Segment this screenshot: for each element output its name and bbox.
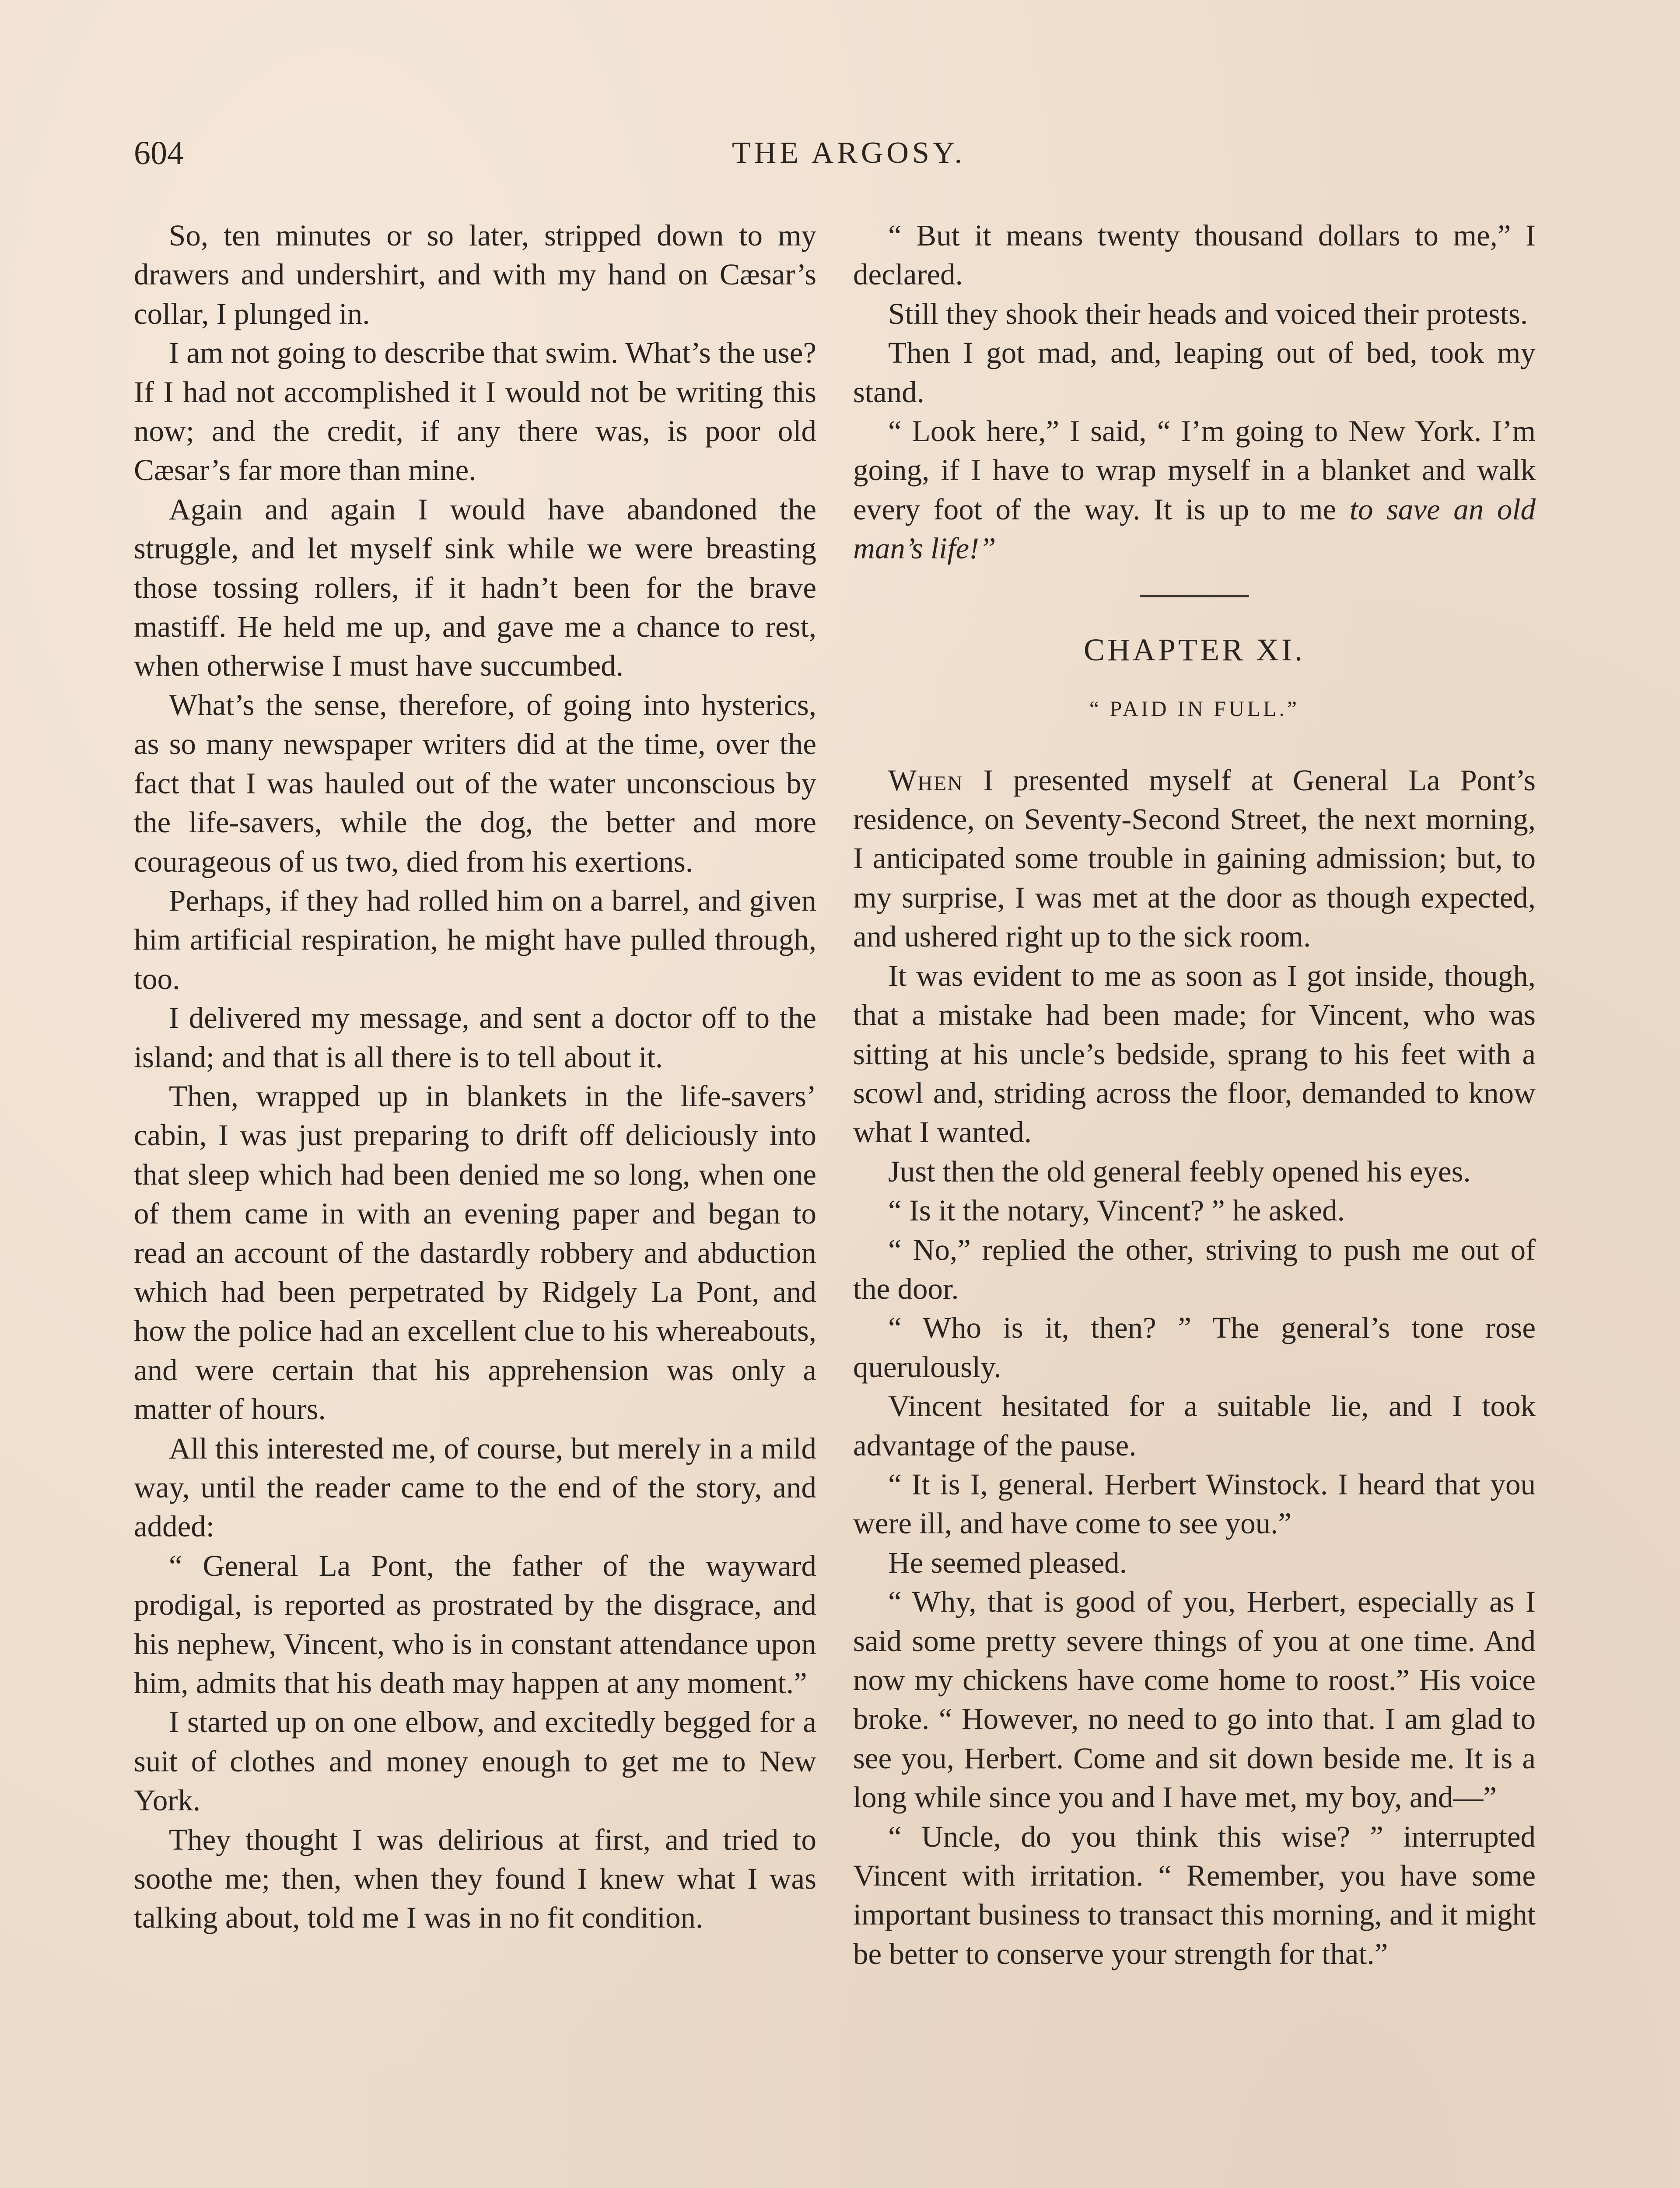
- paragraph: So, ten minutes or so later, stripped down to my drawers and undershirt, and with my hand on Cæsar’s collar, I plunged in.: [134, 219, 816, 330]
- paragraph: I delivered my message, and sent a doctor off to the island; and that is all there is to tell about it.: [134, 1001, 816, 1074]
- right-column: [853, 216, 1536, 1974]
- paragraph: Then I got mad, and, leaping out of bed, took my stand.: [853, 336, 1536, 409]
- left-column: [134, 216, 816, 1938]
- paragraph: I am not going to describe that swim. What’s the use? If I had not accomplished it I would not be writing this now; and the credit, if any there was, is poor old Cæsar’s far more than mine.: [134, 336, 816, 487]
- paragraph: “ Is it the notary, Vincent? ” he asked.: [888, 1194, 1345, 1227]
- paragraph: Vincent hesitated for a suitable lie, and I took advantage of the pause.: [853, 1389, 1536, 1462]
- paragraph-with-italic-ending: [853, 412, 1536, 568]
- paragraph: I started up on one elbow, and excitedly begged for a suit of clothes and money enough to get me to New York.: [134, 1705, 816, 1817]
- italic-emphasis: to save an old man’s life!”: [853, 492, 1536, 565]
- opening-text: I presented myself at General La Pont’s residence, on Seventy-Second Street, the next morning, I anticipated some trouble in gaining admission; but, to my surprise, I was met at the door as though expected, and ushered right up to the sick room.: [853, 763, 1536, 954]
- paragraph: Just then the old general feebly opened his eyes.: [888, 1154, 1471, 1188]
- paragraph: “ But it means twenty thousand dollars to me,” I declared.: [853, 219, 1536, 291]
- paragraph: “ Who is it, then? ” The general’s tone rose querulously.: [853, 1311, 1536, 1384]
- page-header: [0, 129, 1680, 177]
- paragraph: They thought I was delirious at first, and tried to soothe me; then, when they found I knew what I was talking about, told me I was in no fit condition.: [134, 1823, 816, 1935]
- paragraph: Still they shook their heads and voiced their protests.: [888, 297, 1528, 330]
- paragraph: Then, wrapped up in blankets in the life-savers’ cabin, I was just preparing to drift off deliciously into that sleep which had been denied me so long, when one of them came in with an evening paper and began to read an account of the dastardly robbery and abduction which had been perpetrated by Ridgely La Pont, and how the police had an excellent clue to his whereabouts, and were certain that his apprehension was only a matter of hours.: [134, 1079, 816, 1426]
- quote-text: “ Look here,” I said, “ I’m going to New York. I’m going, if I have to wrap myself in a blanket and walk every foot of the way. It is up to me: [853, 414, 1536, 526]
- running-head: THE ARGOSY.: [732, 136, 966, 170]
- paragraph: It was evident to me as soon as I got inside, though, that a mistake had been made; for Vincent, who was sitting at his uncle’s bedside, sprang to his feet with a scowl and, striding across the floor, demanded to know what I wanted.: [853, 959, 1536, 1149]
- chapter-subtitle: “ PAID IN FULL.”: [1089, 696, 1300, 721]
- paragraph: “ Why, that is good of you, Herbert, especially as I said some pretty severe things of you at one time. And now my chickens have come home to roost.” His voice broke. “ However, no need to go into that. I am glad to see you, Herbert. Come and sit down beside me. It is a long while since you and I have met, my boy, and—”: [853, 1585, 1536, 1814]
- paragraph: Again and again I would have abandoned the struggle, and let myself sink while we were breasting those tossing rollers, if it hadn’t been for the brave mastiff. He held me up, and gave me a chance to rest, when otherwise I must have succumbed.: [134, 492, 816, 683]
- paragraph: All this interested me, of course, but merely in a mild way, until the reader came to the end of the story, and added:: [134, 1431, 816, 1543]
- paragraph: “ It is I, general. Herbert Winstock. I heard that you were ill, and have come to see you.”: [853, 1467, 1536, 1540]
- chapter-title: CHAPTER XI.: [1083, 632, 1305, 667]
- paragraph: He seemed pleased.: [888, 1546, 1127, 1579]
- page-number: 604: [134, 135, 184, 172]
- opening-word: When: [888, 763, 963, 797]
- section-divider: [1140, 595, 1249, 597]
- paragraph: “ No,” replied the other, striving to push me out of the door.: [853, 1233, 1536, 1305]
- paragraph: What’s the sense, therefore, of going into hysterics, as so many newspaper writers did at the time, over the fact that I was hauled out of the water unconscious by the life-savers, while the dog, the better and more courageous of us two, died from his exertions.: [134, 688, 816, 878]
- paragraph: “ Uncle, do you think this wise? ” interrupted Vincent with irritation. “ Remember, you have some important business to transact this morning, and it might be better to conserve your strength for that.”: [853, 1820, 1536, 1971]
- paragraph: Perhaps, if they had rolled him on a barrel, and given him artificial respiration, he might have pulled through, too.: [134, 884, 816, 996]
- paragraph: “ General La Pont, the father of the wayward prodigal, is reported as prostrated by the disgrace, and his nephew, Vincent, who is in constant attendance upon him, admits that his death may happen at any moment.”: [134, 1549, 816, 1700]
- chapter-opening-paragraph: [853, 761, 1536, 957]
